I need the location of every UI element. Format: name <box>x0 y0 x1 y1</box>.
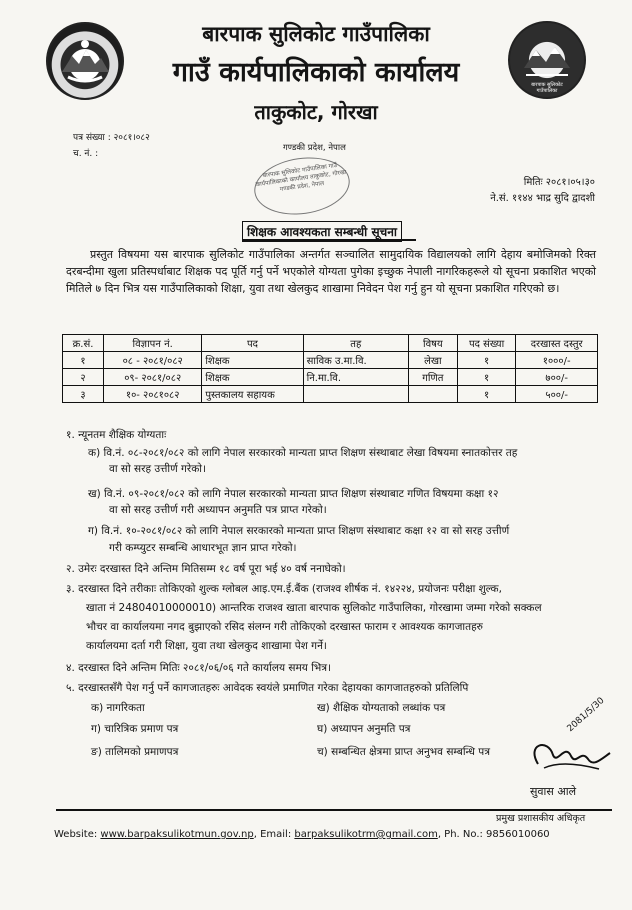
dispatch-number: च. नं. : <box>73 149 99 159</box>
nepal-samvat-date: ने.सं. ११४४ भाद्र सुदि द्वादशी <box>490 193 595 204</box>
header-post: पद <box>202 335 303 352</box>
row3-post: पुस्तकालय सहायक <box>202 386 303 403</box>
row3-fee: ५००/- <box>516 386 598 403</box>
document-marksheet: ख) शैक्षिक योग्यताको लब्धांक पत्र <box>317 702 446 714</box>
document-citizenship: क) नागरिकता <box>91 702 145 714</box>
qualification-a-line1: क) वि.नं. ०८-२०८१/०८२ को लागि नेपाल सरकारको मान्यता प्राप्त शिक्षण संस्थाबाट लेखा विषयमा स्नातकोत्तर तह <box>88 447 518 459</box>
signatory-name: सुवास आले <box>530 785 577 798</box>
age-requirement: २. उमेरः दरखास्त दिने अन्तिम मितिसम्म १८ वर्ष पूरा भई ४० वर्ष ननाघेको। <box>66 563 346 575</box>
footer-contact <box>54 829 550 840</box>
row2-fee: ७००/- <box>516 369 598 386</box>
row2-count: १ <box>457 369 516 386</box>
location-title: ताकुकोट, गोरखा <box>254 100 378 124</box>
application-method-line4: कार्यालयमा दर्ता गरी शिक्षा, युवा तथा खेलकुद शाखामा पेश गर्ने। <box>86 640 327 652</box>
row1-subject: लेखा <box>408 352 457 369</box>
website-label: Website: <box>54 829 98 840</box>
qualification-b-line1: ख) वि.नं. ०९-२०८१/०८२ को लागि नेपाल सरकारको मान्यता प्राप्त शिक्षण संस्थाबाट गणित विषयमा कक्षा १२ <box>88 488 499 500</box>
header-post-count: पद संख्या <box>457 335 516 352</box>
subject-underline <box>242 239 416 241</box>
row1-fee: १०००/- <box>516 352 598 369</box>
row3-serial: ३ <box>63 386 104 403</box>
document-experience-letter: च) सम्बन्धित क्षेत्रमा प्राप्त अनुभव सम्बन्धि पत्र <box>317 746 491 758</box>
qualification-c-line2: गरी कम्प्युटर सम्बन्धि आधारभूत ज्ञान प्राप्त गरेको। <box>109 542 297 554</box>
application-method-line3: भौचर वा कार्यालयमा नगद बुझाएको रसिद संलग्न गरी तोकिएको दरखास्त फाराम र आवश्यक कागजातहरु <box>86 621 483 633</box>
table-header-row <box>63 335 598 352</box>
header-advertisement-no: विज्ञापन नं. <box>104 335 202 352</box>
reference-number: पत्र संख्या : २०८१।०८२ <box>73 133 150 143</box>
row1-ad-no: ०८ - २०८१/०८२ <box>104 352 202 369</box>
notice-introduction: प्रस्तुत विषयमा यस बारपाक सुलिकोट गाउँपालिका अन्तर्गत सञ्चालित सामुदायिक विद्यालयको लागि देहाय बमोजिमको रिक्त दरबन्दीमा खुला प्रतिस्पर्धाबाट शिक्षक पद पूर्ति गर्नु पर्ने भएकोले योग्यता पुगेका इच्छुक नेपाली नागरिकहरूले यो सूचना प्रकाशित भएको मितिले ७ दिन भित्र यस गाउँपालिकाको शिक्षा, युवा तथा खेलकुद शाखामा निवेदन पेश गर्नु हुन यो सूचना प्रकाशित गरिएको छ। <box>66 248 596 295</box>
row3-subject <box>408 386 457 403</box>
row2-serial: २ <box>63 369 104 386</box>
row2-level: नि.मा.वि. <box>303 369 408 386</box>
row2-post: शिक्षक <box>202 369 303 386</box>
website-link[interactable]: www.barpaksulikotmun.gov.np <box>100 829 254 840</box>
header-serial: क्र.सं. <box>63 335 104 352</box>
row3-level <box>303 386 408 403</box>
office-title: गाउँ कार्यपालिकाको कार्यालय <box>172 57 460 88</box>
notice-subject: शिक्षक आवश्यकता सम्बन्धी सूचना <box>242 221 402 242</box>
municipality-title: बारपाक सुलिकोट गाउँपालिका <box>202 22 430 46</box>
application-method-line2: खाता नं 24804010000010) आन्तरिक राजश्व खाता बारपाक सुलिकोट गाउँपालिका, गोरखामा जम्मा गरेको सक्कल <box>86 602 542 614</box>
phone-number: , Ph. No.: 9856010060 <box>437 829 550 840</box>
table-row <box>63 369 598 386</box>
document-teaching-license: घ) अध्यापन अनुमति पत्र <box>317 723 411 735</box>
table-row <box>63 386 598 403</box>
table-row <box>63 352 598 369</box>
header-subject: विषय <box>408 335 457 352</box>
qualification-b-line2: वा सो सरह उत्तीर्ण गरी अध्यापन अनुमति पत्र प्राप्त गरेको। <box>109 504 327 516</box>
qualification-a-line2: वा सो सरह उत्तीर्ण गरेको। <box>109 463 206 475</box>
vacancy-table <box>62 334 598 403</box>
documents-heading: ५. दरखास्तसँगै पेश गर्नु पर्ने कागजातहरुः आवेदक स्वयंले प्रमाणित गरेका देहायका कागजातहरुको प्रतिलिपि <box>66 682 469 694</box>
date-line: मितिः २०८१।०५।३० <box>523 177 595 188</box>
row2-ad-no: ०९- २०८१/०८२ <box>104 369 202 386</box>
signature-date: 2081/5/30 <box>565 695 607 735</box>
municipality-logo-text: बारपाक सुलिकोट गाउँपालिका <box>531 82 563 94</box>
row1-count: १ <box>457 352 516 369</box>
document-character-certificate: ग) चारित्रिक प्रमाण पत्र <box>91 723 179 735</box>
office-stamp <box>251 152 354 221</box>
stamp-text: बारपाक सुलिकोट गाउँपालिका गाउँ कार्यपालिकाको कार्यालय ताकुकोट, गोरखा गण्डकी प्रदेश, नेपाल <box>255 161 347 194</box>
deadline: ४. दरखास्त दिने अन्तिम मितिः २०८१/०६/०६ गते कार्यालय समय भित्र। <box>66 662 332 674</box>
application-method-line1: ३. दरखास्त दिने तरीकाः तोकिएको शुल्क ग्लोबल आइ.एम.ई.बैंक (राजश्व शीर्षक नं. १४२२४, प्रयोजनः परीक्षा शुल्क, <box>66 583 502 595</box>
province-line: गण्डकी प्रदेश, नेपाल <box>283 143 346 153</box>
row1-post: शिक्षक <box>202 352 303 369</box>
row3-count: १ <box>457 386 516 403</box>
header-level: तह <box>303 335 408 352</box>
row1-level: साविक उ.मा.वि. <box>303 352 408 369</box>
header-application-fee: दरखास्त दस्तुर <box>516 335 598 352</box>
row1-serial: १ <box>63 352 104 369</box>
email-link[interactable]: barpaksulikotrm@gmail.com <box>294 829 438 840</box>
qualification-heading: १. न्यूनतम शैक्षिक योग्यताः <box>66 429 167 441</box>
qualification-c-line1: ग) वि.नं. १०-२०८१/०८२ को लागि नेपाल सरकारको मान्यता प्राप्त शिक्षण संस्थाबाट कक्षा १२ वा सो सरह उत्तीर्ण <box>88 525 510 537</box>
email-label: , Email: <box>253 829 292 840</box>
row3-ad-no: १०- २०८१०८२ <box>104 386 202 403</box>
row2-subject: गणित <box>408 369 457 386</box>
signatory-title: प्रमुख प्रशासकीय अधिकृत <box>496 813 586 824</box>
document-training-certificate: ङ) तालिमको प्रमाणपत्र <box>91 746 179 758</box>
footer-divider <box>56 809 612 811</box>
